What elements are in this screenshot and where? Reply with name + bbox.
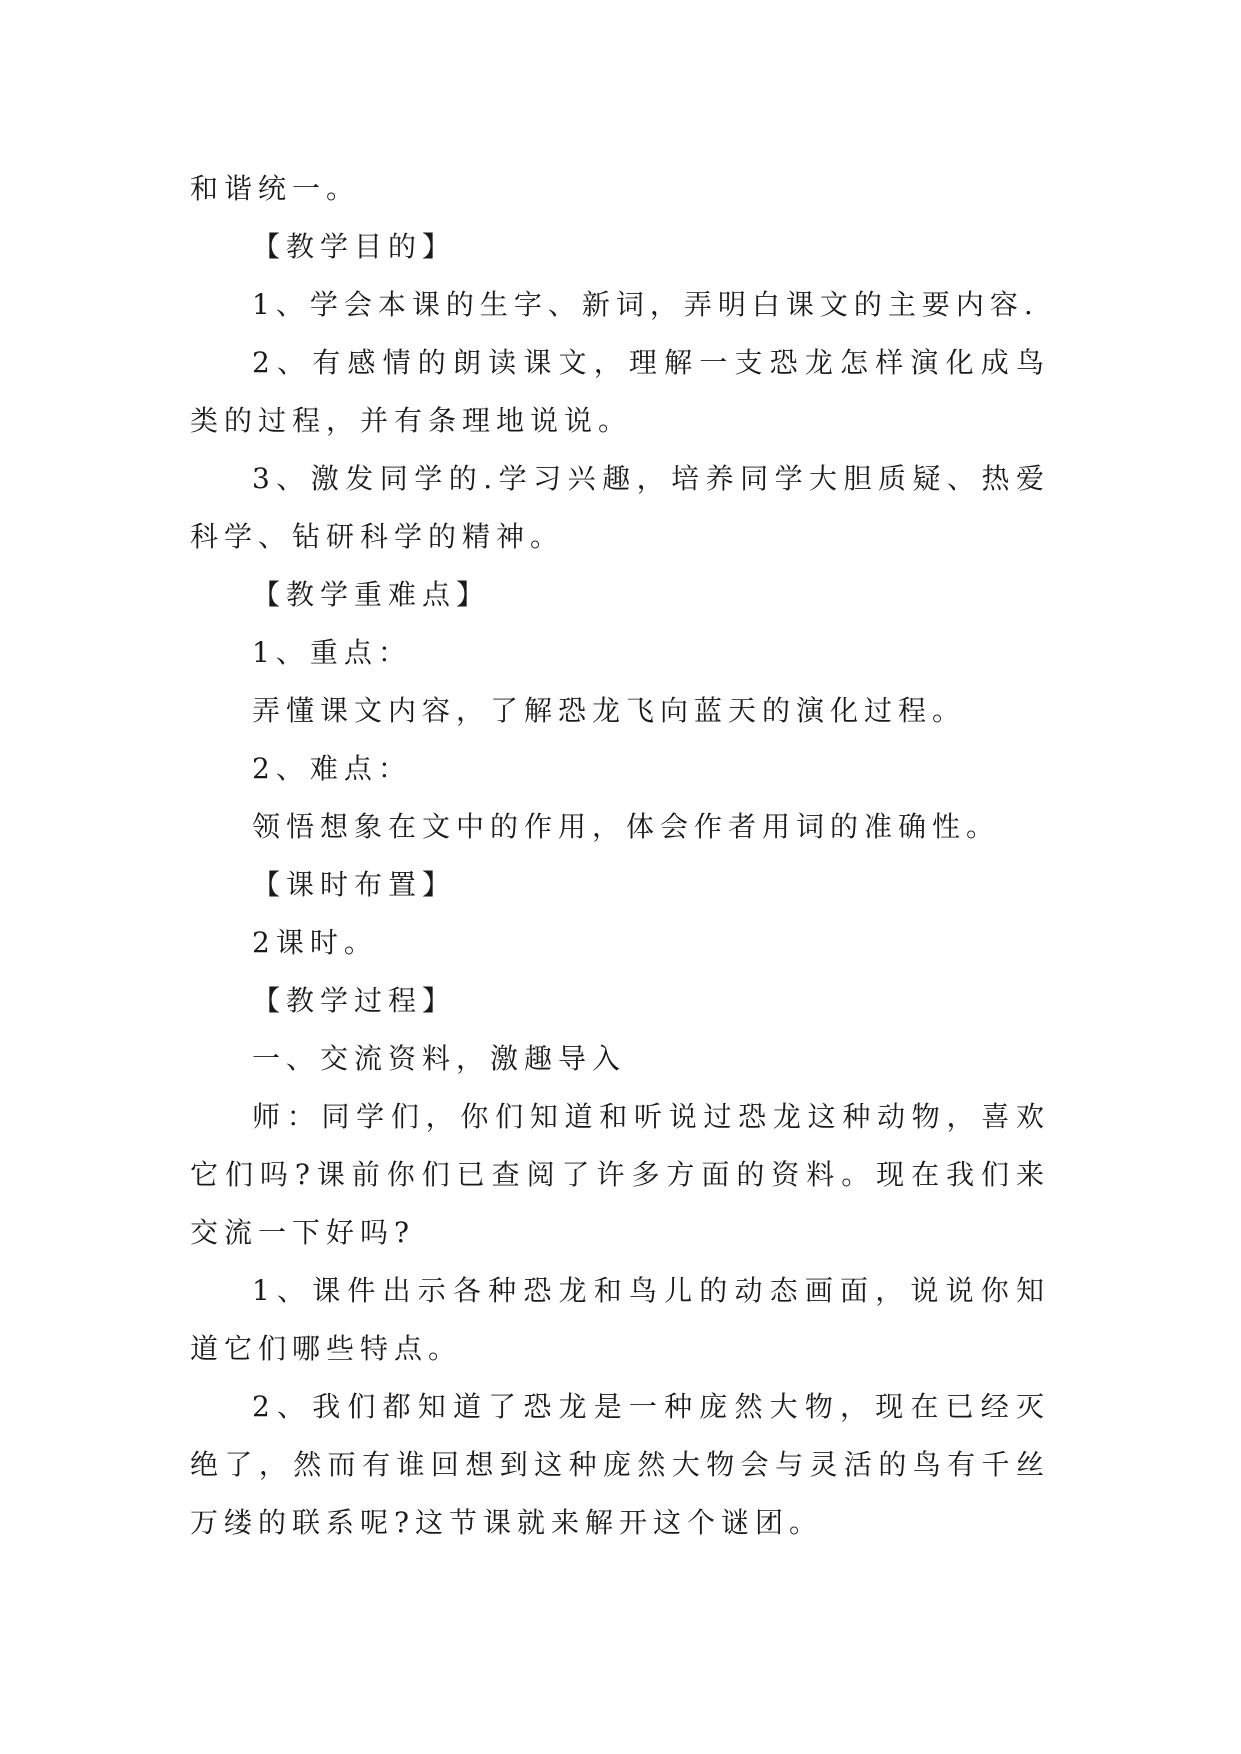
goal-item-1: 1、学会本课的生字、新词，弄明白课文的主要内容. <box>252 288 1039 321</box>
section-heading-process: 【教学过程】 <box>252 984 457 1017</box>
section-heading-key-points: 【教学重难点】 <box>252 578 491 611</box>
key-point-text: 弄懂课文内容，了解恐龙飞向蓝天的演化过程。 <box>252 694 967 727</box>
paragraph-continuation: 和谐统一。 <box>190 172 361 205</box>
teacher-dialogue: 师：同学们，你们知道和听说过恐龙这种动物，喜欢它们吗?课前你们已查阅了许多方面的资料。现在我们来交流一下好吗? <box>190 1100 1050 1249</box>
process-item-2: 2、我们都知道了恐龙是一种庞然大物，现在已经灭绝了，然而有谁回想到这种庞然大物会与灵活的鸟有千丝万缕的联系呢?这节课就来解开这个谜团。 <box>190 1390 1050 1539</box>
process-step-heading: 一、交流资料，激趣导入 <box>252 1042 627 1075</box>
difficulty-label: 2、难点： <box>252 752 412 785</box>
process-item-1: 1、课件出示各种恐龙和鸟儿的动态画面，说说你知道它们哪些特点。 <box>190 1274 1050 1365</box>
key-point-label: 1、重点： <box>252 636 412 669</box>
difficulty-text: 领悟想象在文中的作用，体会作者用词的准确性。 <box>252 810 1001 843</box>
schedule-text: 2课时。 <box>252 926 378 959</box>
section-heading-schedule: 【课时布置】 <box>252 868 457 901</box>
goal-item-3: 3、激发同学的.学习兴趣，培养同学大胆质疑、热爱科学、钻研科学的精神。 <box>190 462 1050 553</box>
goal-item-2: 2、有感情的朗读课文，理解一支恐龙怎样演化成鸟类的过程，并有条理地说说。 <box>190 346 1050 437</box>
section-heading-teaching-goals: 【教学目的】 <box>252 230 457 263</box>
document-body <box>190 160 1050 1552</box>
